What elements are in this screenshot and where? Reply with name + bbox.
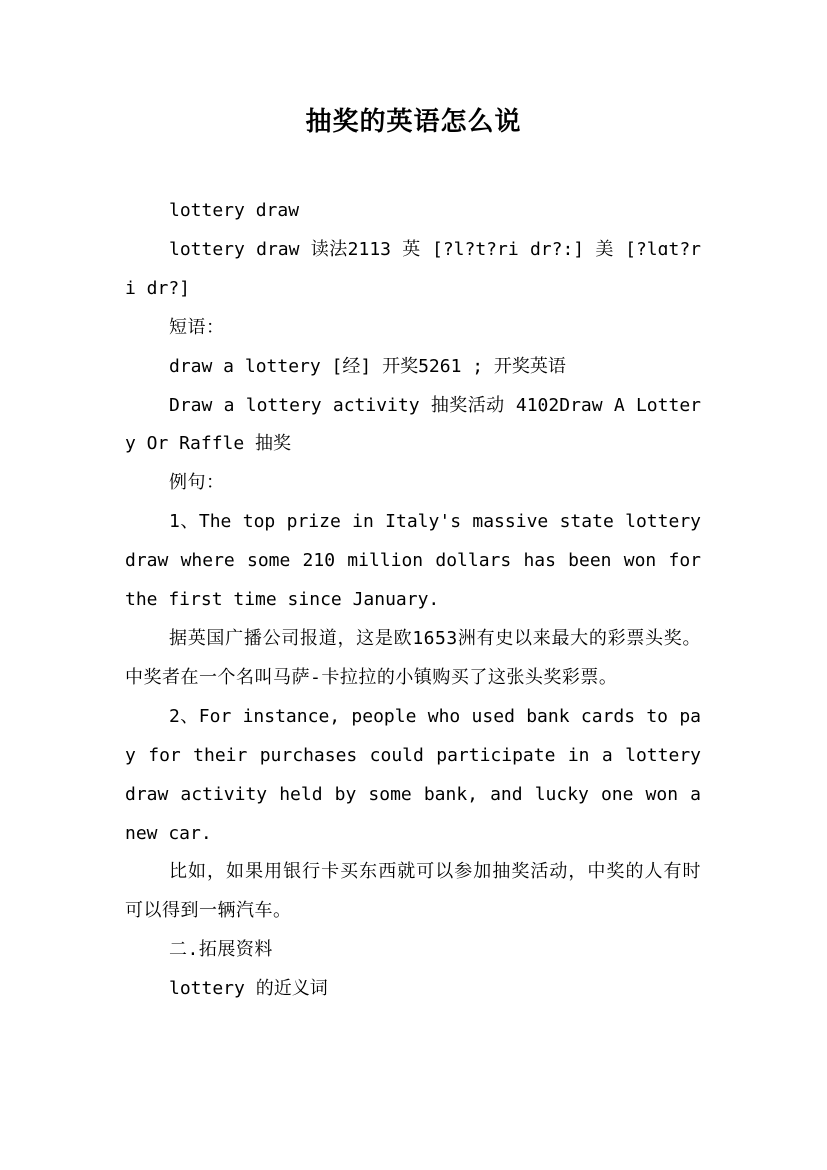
document-title: 抽奖的英语怎么说 [305, 107, 522, 137]
paragraph-example-1-en: 1、The top prize in Italy's massive state lottery draw where some 210 million dollars has been won for the first time since January. [125, 511, 701, 611]
paragraph-example-1-cn: 据英国广播公司报道，这是欧1653洲有史以来最大的彩票头奖。 中奖者在一个名叫马萨-卡拉拉的小镇购买了这张头奖彩票。 [125, 627, 701, 688]
paragraph-example-2-cn: 比如，如果用银行卡买东西就可以参加抽奖活动，中奖的人有时可以得到一辆汽车。 [125, 861, 701, 922]
paragraph-section-heading: 二.拓展资料 [169, 939, 273, 961]
paragraph-pronunciation: lottery draw 读法2113 英 [?l?t?ri dr?:] 美 [?lɑt?ri dr?] [125, 238, 701, 299]
paragraph-phrases-heading: 短语： [169, 316, 225, 338]
paragraph-phrase-1: draw a lottery [经] 开奖5261 ; 开奖英语 [169, 355, 566, 377]
paragraph-example-2-en: 2、For instance, people who used bank cards to pay for their purchases could participate in a lottery draw activity held by some bank, and lucky one won a new car. [125, 705, 701, 844]
paragraph-synonyms-heading: lottery 的近义词 [169, 978, 328, 1000]
paragraph-term: lottery draw [169, 200, 300, 221]
paragraph-examples-heading: 例句： [169, 472, 225, 494]
paragraph-phrase-2: Draw a lottery activity 抽奖活动 4102Draw A Lottery Or Raffle 抽奖 [125, 394, 701, 455]
document-body [125, 192, 701, 1009]
